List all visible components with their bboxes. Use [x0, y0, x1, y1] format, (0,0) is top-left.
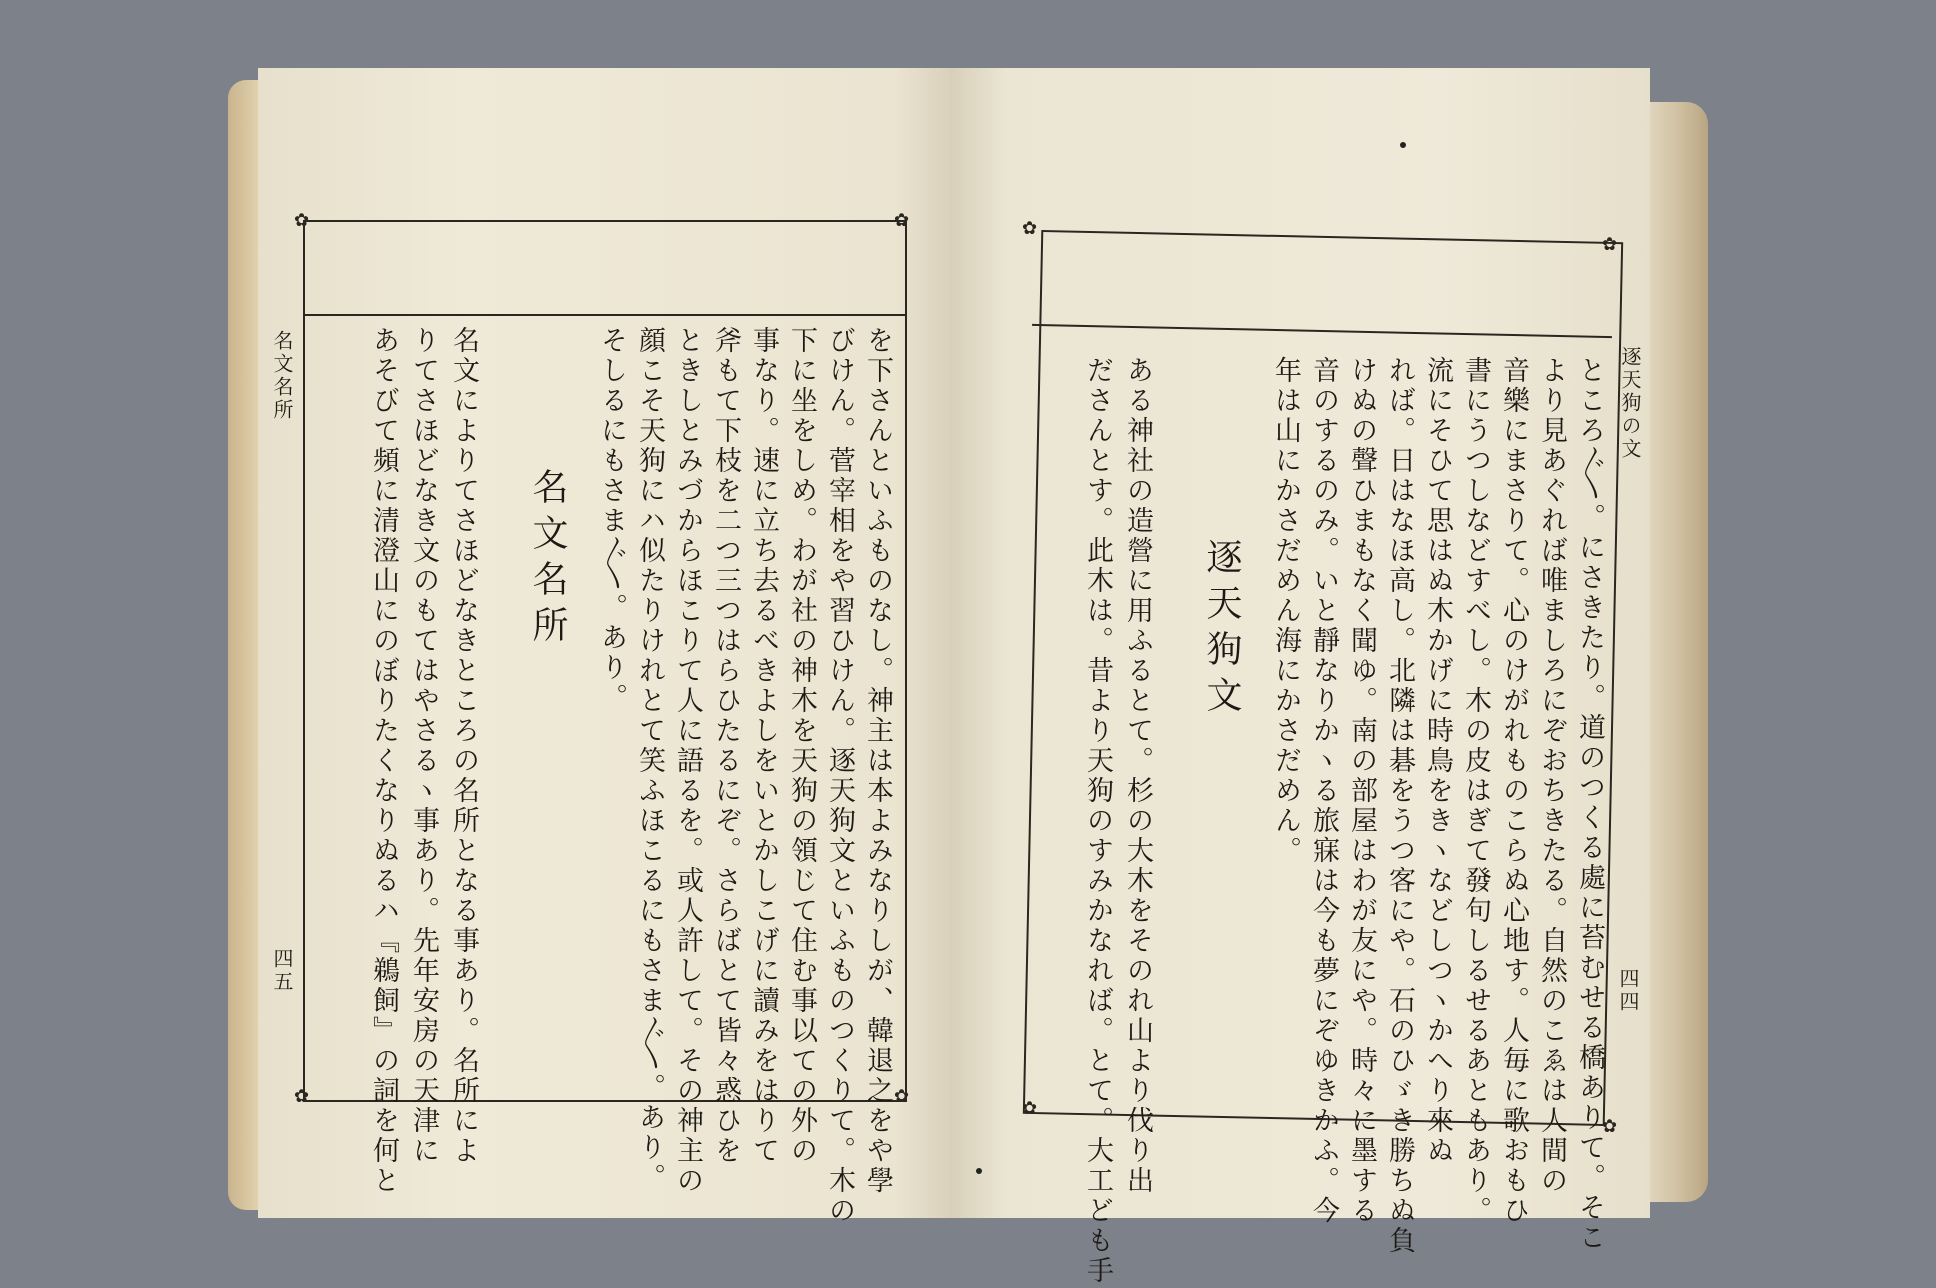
- text-line: びけん。菅宰相をや習ひけん。逐天狗文といふものつくりて。木の: [824, 326, 855, 1226]
- ink-speck: [1400, 142, 1406, 148]
- right-page-edges: [1644, 102, 1708, 1202]
- text-line: ださんとす。此木は。昔より天狗のすみかなれば。とて。大工ども手: [1082, 356, 1113, 1286]
- text-line: ときしとみづからほこりて人に語るを。或人許して。その神主の: [672, 326, 703, 1196]
- left-page-header-rule: [303, 314, 907, 316]
- text-line: ある神社の造營に用ふるとて。杉の大木をそのれ山より伐り出: [1122, 356, 1153, 1196]
- text-line: 流にそひて思はぬ木かげに時鳥をきヽなどしつヽかへり來ぬ: [1422, 356, 1453, 1166]
- text-line: 事なり。速に立ち去るべきよしをいとかしこげに讀みをはりて: [748, 326, 779, 1166]
- corner-ornament-icon: ✿: [294, 210, 310, 231]
- text-line: あそびて頻に清澄山にのぼりたくなりぬるハ『鵜飼』の詞を何と: [368, 326, 399, 1196]
- text-line: りてさほどなき文のもてはやさるヽ事あり。先年安房の天津に: [408, 326, 439, 1166]
- open-book: [228, 58, 1708, 1286]
- text-line: 顔こそ天狗にハ似たりけれとて笑ふほこるにもさま〲。あり。: [634, 326, 665, 1193]
- corner-ornament-icon: ✿: [1022, 218, 1038, 239]
- text-line: そしるにもさま〲。あり。: [596, 326, 627, 713]
- text-line: 書にうつしなどすべし。木の皮はぎて發句しるせるあともあり。: [1460, 356, 1491, 1226]
- text-line: 名文によりてさほどなきところの名所となる事あり。名所によ: [448, 326, 479, 1166]
- text-line: ところ〲。にさきたり。道のつくる處に苔むせる橋ありて。そこ: [1574, 356, 1605, 1253]
- section-heading: 逐天狗文: [1201, 538, 1242, 722]
- text-line: 音樂にまさりて。心のけがれものこらぬ心地す。人毎に歌おもひ: [1498, 356, 1529, 1226]
- page-number: 四四: [1616, 968, 1640, 1014]
- left-page: [258, 68, 950, 1226]
- running-header: 名文名所: [270, 330, 294, 422]
- text-line: より見あぐれば唯ましろにぞおちきたる。自然のこゑは人間の: [1536, 356, 1567, 1196]
- right-page: [950, 68, 1650, 1286]
- corner-ornament-icon: ✿: [1602, 234, 1618, 255]
- text-line: 下に坐をしめ。わが社の神木を天狗の領じて住む事以ての外の: [786, 326, 817, 1166]
- text-line: けぬの聲ひまもなく聞ゆ。南の部屋はわが友にや。時々に墨する: [1346, 356, 1377, 1226]
- corner-ornament-icon: ✿: [894, 210, 910, 231]
- section-heading: 名文名所: [527, 468, 568, 652]
- running-header: 逐天狗の文: [1618, 346, 1642, 461]
- corner-ornament-icon: ✿: [1022, 1098, 1038, 1119]
- corner-ornament-icon: ✿: [894, 1086, 910, 1107]
- text-line: 音のするのみ。いと靜なりかヽる旅寐は今も夢にぞゆきかふ。今: [1308, 356, 1339, 1226]
- page-number: 四五: [270, 948, 294, 994]
- text-line: 斧もて下枝を二つ三つはらひたるにぞ。さらばとて皆々惑ひを: [710, 326, 741, 1166]
- text-line: れば。日はなほ高し。北隣は碁をうつ客にや。石のひゞき勝ちぬ負: [1384, 356, 1415, 1256]
- corner-ornament-icon: ✿: [294, 1086, 310, 1107]
- text-line: 年は山にかさだめん海にかさだめん。: [1270, 356, 1301, 866]
- corner-ornament-icon: ✿: [1602, 1116, 1618, 1137]
- text-line: を下さんといふものなし。神主は本よみなりしが、韓退之をや學: [862, 326, 893, 1196]
- ink-speck: [976, 1168, 982, 1174]
